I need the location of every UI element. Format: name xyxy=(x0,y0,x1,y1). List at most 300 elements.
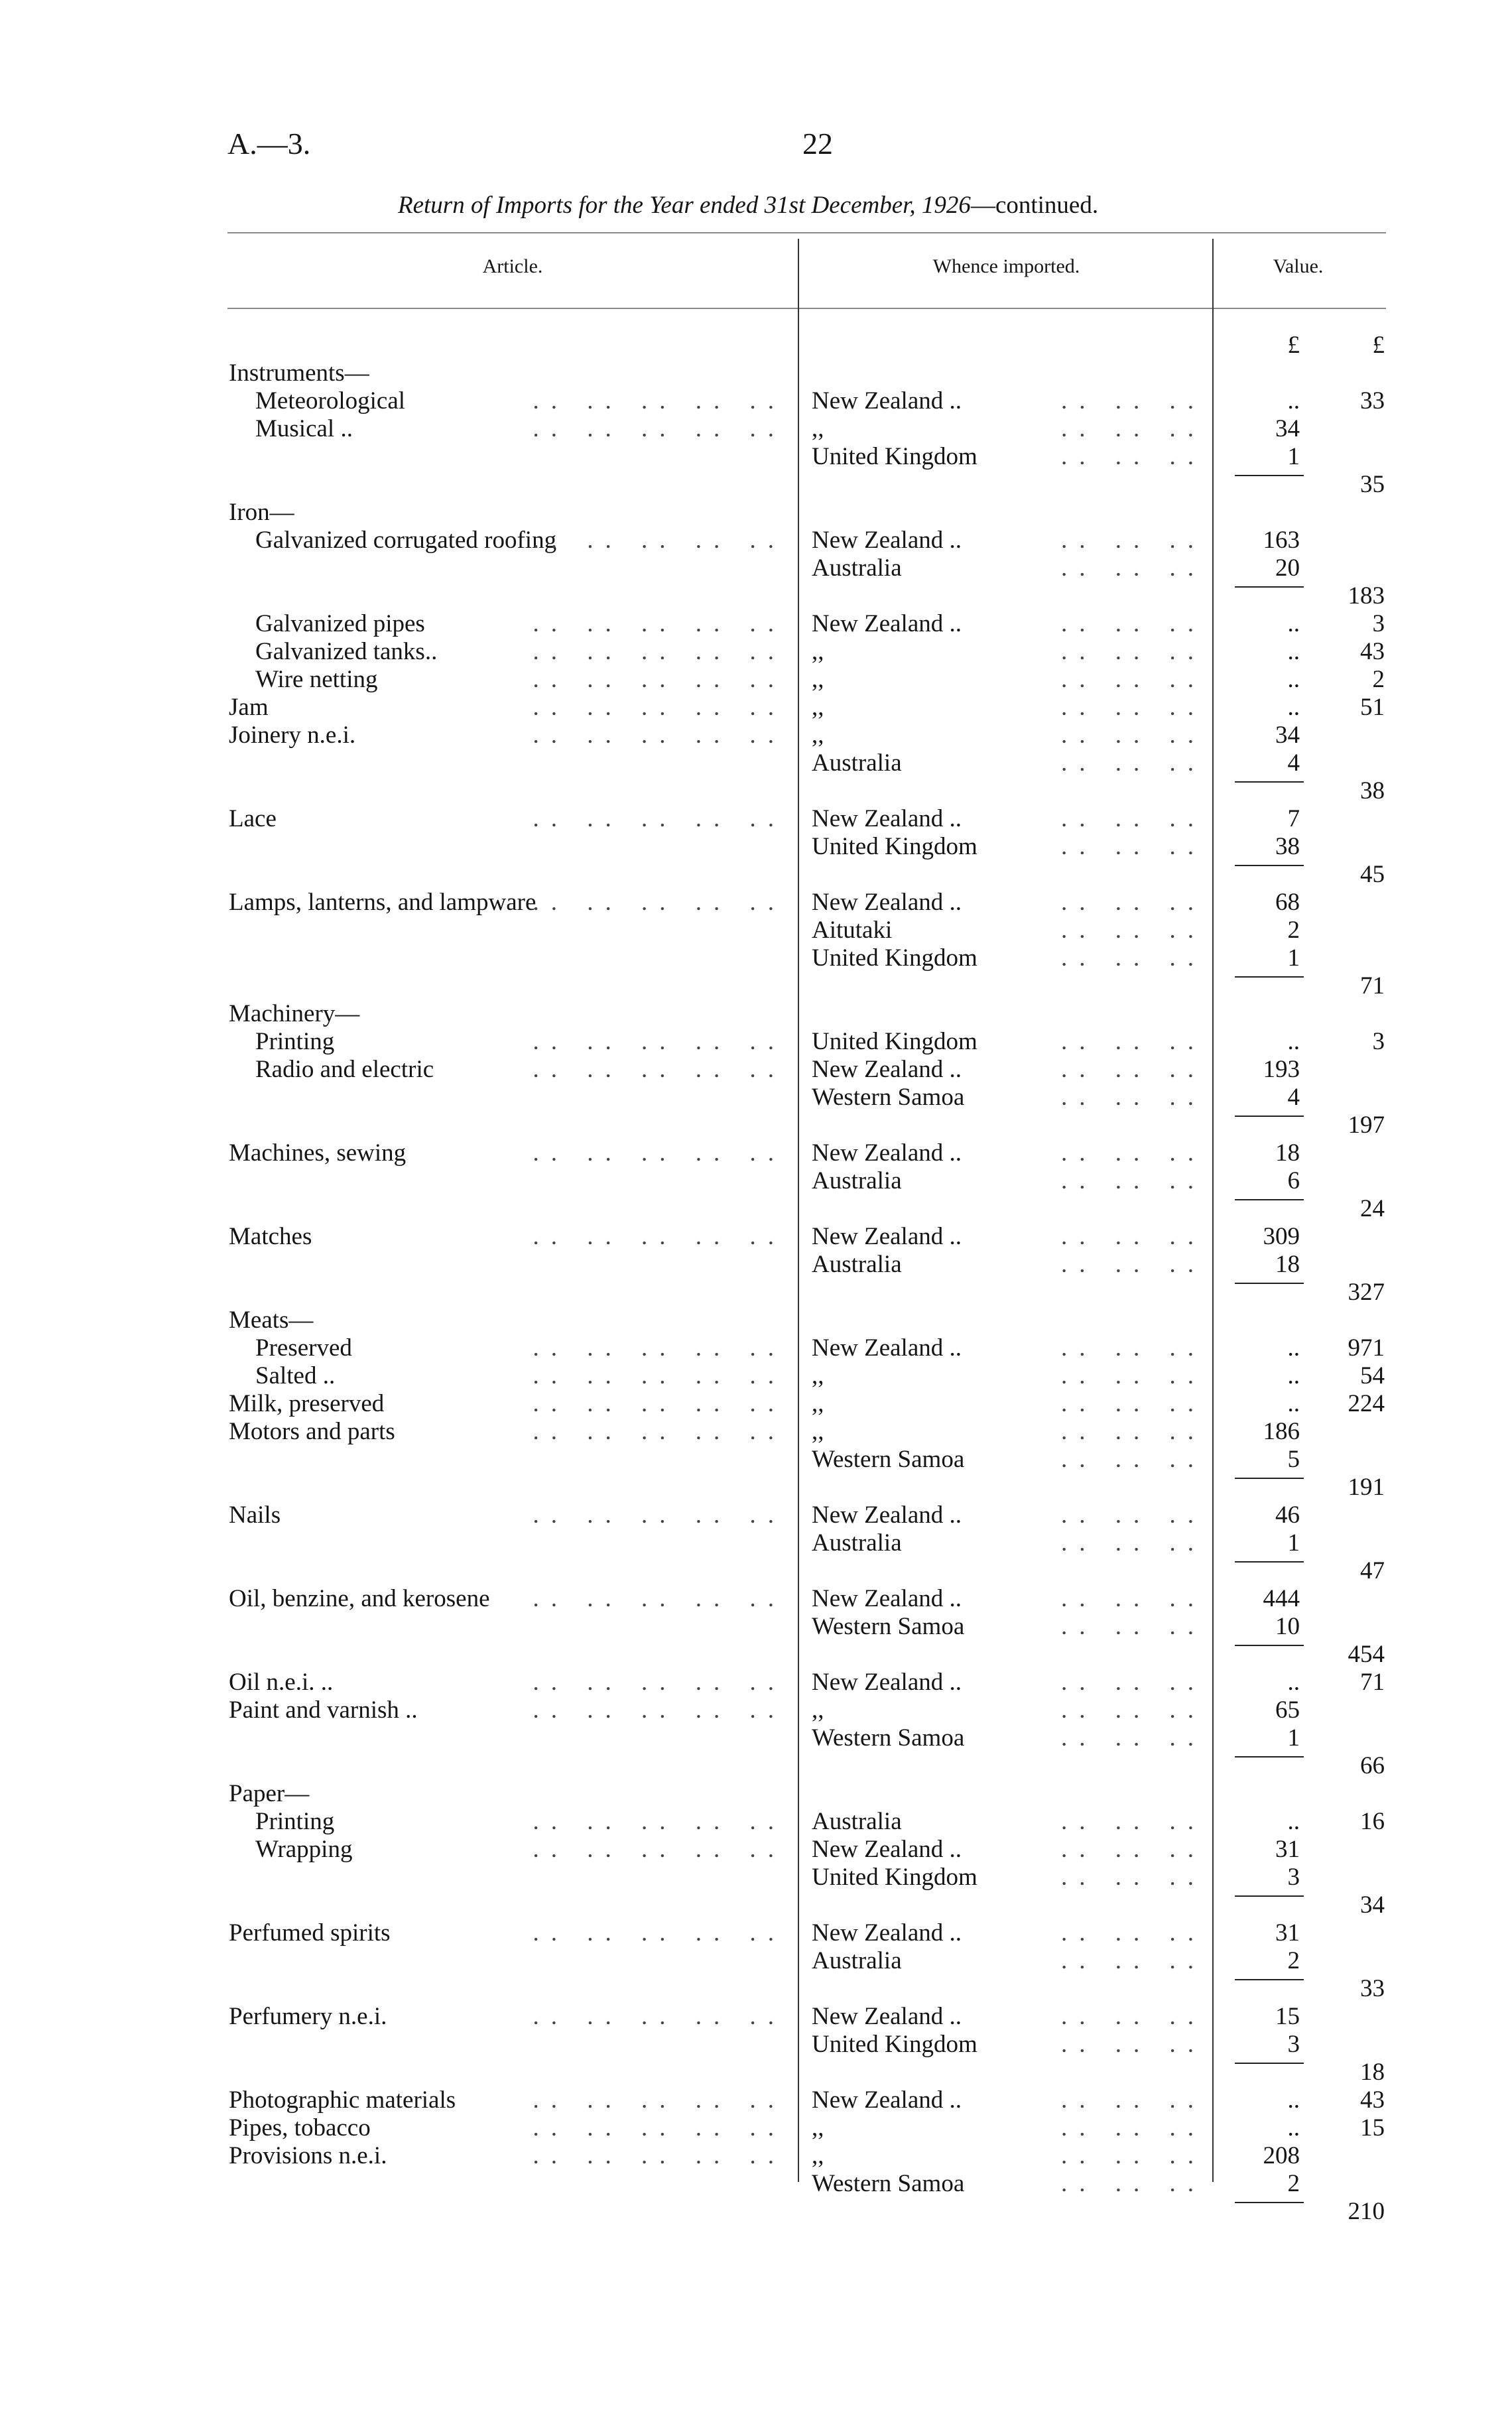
value-detail: 6 xyxy=(1287,1167,1300,1194)
column-header-value: Value. xyxy=(1273,255,1324,277)
whence-leader-dots: .. .. .. xyxy=(1061,1446,1206,1473)
table-row xyxy=(0,527,1512,554)
table-row xyxy=(0,1502,1512,1529)
article-leader-dots: .. .. .. .. .. xyxy=(533,610,786,637)
value-detail: 18 xyxy=(1275,1139,1300,1167)
whence-leader-dots: .. .. .. xyxy=(1061,722,1206,749)
article-leader-dots: .. .. .. .. .. xyxy=(533,694,786,721)
whence-country: ,, xyxy=(812,694,824,721)
value-total: 971 xyxy=(1348,1334,1385,1362)
whence-leader-dots: .. .. .. xyxy=(1061,1056,1206,1083)
table-row xyxy=(0,944,1512,972)
value-detail: 31 xyxy=(1275,1919,1300,1947)
whence-leader-dots: .. .. .. xyxy=(1061,415,1206,442)
value-total: 24 xyxy=(1360,1195,1385,1222)
value-detail: .. xyxy=(1287,1028,1300,1055)
whence-country: New Zealand .. xyxy=(812,1139,962,1167)
article-leader-dots: .. .. .. .. .. xyxy=(533,1919,786,1947)
value-total: 327 xyxy=(1348,1279,1385,1306)
value-detail: 34 xyxy=(1275,415,1300,442)
whence-country: ,, xyxy=(812,2142,824,2169)
article-leader-dots: .. .. .. .. .. xyxy=(533,2086,786,2114)
whence-leader-dots: .. .. .. xyxy=(1061,749,1206,777)
value-total: 197 xyxy=(1348,1112,1385,1139)
table-row xyxy=(0,2142,1512,2170)
whence-leader-dots: .. .. .. xyxy=(1061,1836,1206,1863)
article-name: Jam xyxy=(229,694,269,721)
value-detail: 65 xyxy=(1275,1696,1300,1724)
article-name: Motors and parts xyxy=(229,1418,395,1445)
article-leader-dots: .. .. .. .. .. xyxy=(533,805,786,832)
table-row xyxy=(0,666,1512,694)
article-name: Nails xyxy=(229,1502,281,1529)
article-leader-dots: .. .. .. .. .. xyxy=(533,722,786,749)
article-leader-dots: .. .. .. .. .. xyxy=(533,889,786,916)
article-name: Preserved xyxy=(255,1334,352,1362)
value-detail: 2 xyxy=(1287,1947,1300,1974)
value-total: 16 xyxy=(1360,1808,1385,1835)
subtotal-rule xyxy=(1235,1283,1304,1284)
whence-country: New Zealand .. xyxy=(812,1585,962,1612)
article-leader-dots: .. .. .. .. .. xyxy=(533,1502,786,1529)
value-detail: .. xyxy=(1287,694,1300,721)
whence-leader-dots: .. .. .. xyxy=(1061,1084,1206,1111)
value-total: 454 xyxy=(1348,1641,1385,1668)
whence-country: New Zealand .. xyxy=(812,805,962,832)
whence-country: Western Samoa xyxy=(812,1084,965,1111)
value-detail: 2 xyxy=(1287,917,1300,944)
column-header-article: Article. xyxy=(482,255,543,277)
whence-leader-dots: .. .. .. xyxy=(1061,2031,1206,2058)
article-leader-dots: .. .. .. .. .. xyxy=(533,1808,786,1835)
subtotal-rule xyxy=(1235,586,1304,588)
article-name: Meteorological xyxy=(255,387,406,415)
value-total: 191 xyxy=(1348,1474,1385,1501)
whence-leader-dots: .. .. .. xyxy=(1061,1669,1206,1696)
table-title xyxy=(398,191,1098,220)
table-row xyxy=(0,1836,1512,1864)
whence-country: United Kingdom xyxy=(812,1864,977,1891)
table-row xyxy=(0,805,1512,833)
whence-country: ,, xyxy=(812,1418,824,1445)
article-name: Lamps, lanterns, and lampware xyxy=(229,889,536,916)
whence-leader-dots: .. .. .. xyxy=(1061,1585,1206,1612)
table-row xyxy=(0,499,1512,527)
value-detail: 3 xyxy=(1287,1864,1300,1891)
table-row xyxy=(0,443,1512,471)
subtotal-rule xyxy=(1235,976,1304,978)
table-row xyxy=(0,833,1512,861)
value-detail: 4 xyxy=(1287,1084,1300,1111)
whence-leader-dots: .. .. .. xyxy=(1061,833,1206,860)
whence-leader-dots: .. .. .. xyxy=(1061,610,1206,637)
article-name: Paper— xyxy=(229,1780,310,1807)
article-name: Wrapping xyxy=(255,1836,353,1863)
table-row xyxy=(0,1724,1512,1752)
value-total: 71 xyxy=(1360,972,1385,999)
article-leader-dots: .. .. .. .. .. xyxy=(533,1696,786,1724)
value-detail: .. xyxy=(1287,1362,1300,1389)
value-detail: .. xyxy=(1287,1808,1300,1835)
value-total: 54 xyxy=(1360,1362,1385,1389)
article-leader-dots: .. .. .. .. .. xyxy=(533,2003,786,2030)
value-total: 45 xyxy=(1360,861,1385,888)
article-name: Printing xyxy=(255,1808,335,1835)
table-row xyxy=(0,1947,1512,1975)
article-leader-dots: .. .. .. .. .. xyxy=(533,1028,786,1055)
whence-leader-dots: .. .. .. xyxy=(1061,1613,1206,1640)
article-name: Oil, benzine, and kerosene xyxy=(229,1585,490,1612)
value-detail: 193 xyxy=(1263,1056,1300,1083)
whence-country: Western Samoa xyxy=(812,2170,965,2197)
article-leader-dots: .. .. .. .. .. xyxy=(533,2142,786,2169)
value-total: 18 xyxy=(1360,2059,1385,2086)
whence-leader-dots: .. .. .. xyxy=(1061,638,1206,665)
value-total: 35 xyxy=(1360,471,1385,498)
whence-country: United Kingdom xyxy=(812,1028,977,1055)
value-detail: 46 xyxy=(1275,1502,1300,1529)
table-row xyxy=(0,1808,1512,1836)
table-row xyxy=(0,889,1512,917)
document-reference: A.—3. xyxy=(227,127,311,160)
article-leader-dots: .. .. .. .. .. xyxy=(533,415,786,442)
value-total: 34 xyxy=(1360,1891,1385,1919)
whence-country: New Zealand .. xyxy=(812,1836,962,1863)
whence-country: United Kingdom xyxy=(812,443,977,470)
value-detail: 68 xyxy=(1275,889,1300,916)
value-detail: .. xyxy=(1287,1669,1300,1696)
table-row xyxy=(0,1056,1512,1084)
whence-country: Western Samoa xyxy=(812,1613,965,1640)
subtotal-rule xyxy=(1235,865,1304,866)
article-name: Joinery n.e.i. xyxy=(229,722,356,749)
article-leader-dots: .. .. .. .. .. xyxy=(533,387,786,415)
whence-leader-dots: .. .. .. xyxy=(1061,1139,1206,1167)
whence-leader-dots: .. .. .. xyxy=(1061,917,1206,944)
value-detail: .. xyxy=(1287,1390,1300,1417)
table-row xyxy=(0,2086,1512,2114)
value-detail: 5 xyxy=(1287,1446,1300,1473)
value-total: 224 xyxy=(1348,1390,1385,1417)
value-detail: 208 xyxy=(1263,2142,1300,2169)
value-detail: .. xyxy=(1287,1334,1300,1362)
whence-country: ,, xyxy=(812,666,824,693)
article-leader-dots: .. .. .. .. .. xyxy=(533,1056,786,1083)
article-name: Galvanized tanks.. xyxy=(255,638,438,665)
whence-country: Australia xyxy=(812,554,902,582)
value-detail: 34 xyxy=(1275,722,1300,749)
whence-country: Western Samoa xyxy=(812,1724,965,1752)
table-row xyxy=(0,387,1512,415)
whence-country: ,, xyxy=(812,1362,824,1389)
table-row xyxy=(0,2031,1512,2059)
value-detail: 20 xyxy=(1275,554,1300,582)
table-title-suffix: —continued. xyxy=(970,192,1099,219)
table-row xyxy=(0,1251,1512,1279)
value-total: 3 xyxy=(1372,610,1385,637)
currency-row xyxy=(0,332,1512,359)
article-name: Meats— xyxy=(229,1307,314,1334)
whence-leader-dots: .. .. .. xyxy=(1061,1223,1206,1250)
table-row xyxy=(0,2003,1512,2031)
article-name: Provisions n.e.i. xyxy=(229,2142,387,2169)
currency-unit-detail: £ xyxy=(1287,332,1300,359)
subtotal-rule xyxy=(1235,1645,1304,1646)
page-number: 22 xyxy=(802,127,833,160)
subtotal-rule xyxy=(1235,1979,1304,1980)
whence-leader-dots: .. .. .. xyxy=(1061,2114,1206,2141)
value-detail: .. xyxy=(1287,666,1300,693)
whence-country: ,, xyxy=(812,1696,824,1724)
article-name: Pipes, tobacco xyxy=(229,2114,371,2141)
whence-leader-dots: .. .. .. xyxy=(1061,527,1206,554)
whence-country: United Kingdom xyxy=(812,833,977,860)
value-detail: 31 xyxy=(1275,1836,1300,1863)
table-row xyxy=(0,722,1512,749)
value-detail: .. xyxy=(1287,610,1300,637)
whence-country: New Zealand .. xyxy=(812,2086,962,2114)
table-row xyxy=(0,554,1512,582)
value-detail: 1 xyxy=(1287,1724,1300,1752)
table-row xyxy=(0,415,1512,443)
value-detail: .. xyxy=(1287,387,1300,415)
whence-country: Western Samoa xyxy=(812,1446,965,1473)
table-row xyxy=(0,1362,1512,1390)
whence-leader-dots: .. .. .. xyxy=(1061,1529,1206,1557)
article-name: Oil n.e.i. .. xyxy=(229,1669,334,1696)
article-name: Salted .. xyxy=(255,1362,336,1389)
value-detail: .. xyxy=(1287,2114,1300,2141)
table-row xyxy=(0,1307,1512,1334)
whence-country: New Zealand .. xyxy=(812,1056,962,1083)
subtotal-rule xyxy=(1235,1756,1304,1757)
article-name: Perfumery n.e.i. xyxy=(229,2003,387,2030)
value-detail: 1 xyxy=(1287,944,1300,972)
whence-country: New Zealand .. xyxy=(812,1502,962,1529)
whence-country: United Kingdom xyxy=(812,2031,977,2058)
whence-country: New Zealand .. xyxy=(812,2003,962,2030)
value-detail: 163 xyxy=(1263,527,1300,554)
whence-leader-dots: .. .. .. xyxy=(1061,1362,1206,1389)
whence-country: Australia xyxy=(812,1808,902,1835)
value-total: 51 xyxy=(1360,694,1385,721)
value-total: 43 xyxy=(1360,2086,1385,2114)
table-row xyxy=(0,1334,1512,1362)
value-total: 38 xyxy=(1360,777,1385,804)
table-top-rule xyxy=(227,232,1386,233)
table-row xyxy=(0,1696,1512,1724)
table-row xyxy=(0,1084,1512,1112)
subtotal-rule xyxy=(1235,1199,1304,1200)
article-leader-dots: .. .. .. .. .. xyxy=(533,527,786,554)
table-row xyxy=(0,1529,1512,1557)
value-detail: 1 xyxy=(1287,1529,1300,1557)
value-total: 47 xyxy=(1360,1557,1385,1584)
whence-country: Aitutaki xyxy=(812,917,893,944)
table-row xyxy=(0,1780,1512,1808)
table-row xyxy=(0,917,1512,944)
whence-country: Australia xyxy=(812,749,902,777)
value-total: 33 xyxy=(1360,387,1385,415)
whence-leader-dots: .. .. .. xyxy=(1061,2142,1206,2169)
subtotal-rule xyxy=(1235,2063,1304,2064)
table-row xyxy=(0,2170,1512,2198)
whence-country: ,, xyxy=(812,415,824,442)
value-total: 43 xyxy=(1360,638,1385,665)
whence-country: New Zealand .. xyxy=(812,1669,962,1696)
whence-leader-dots: .. .. .. xyxy=(1061,1696,1206,1724)
article-leader-dots: .. .. .. .. .. xyxy=(533,1669,786,1696)
table-row xyxy=(0,1390,1512,1418)
subtotal-rule xyxy=(1235,1116,1304,1117)
whence-leader-dots: .. .. .. xyxy=(1061,694,1206,721)
article-name: Photographic materials xyxy=(229,2086,456,2114)
subtotal-rule xyxy=(1235,1478,1304,1479)
article-name: Perfumed spirits xyxy=(229,1919,391,1947)
article-leader-dots: .. .. .. .. .. xyxy=(533,1585,786,1612)
whence-leader-dots: .. .. .. xyxy=(1061,1028,1206,1055)
table-row xyxy=(0,610,1512,638)
value-detail: .. xyxy=(1287,638,1300,665)
value-total: 33 xyxy=(1360,1975,1385,2002)
subtotal-rule xyxy=(1235,1895,1304,1897)
whence-leader-dots: .. .. .. xyxy=(1061,1724,1206,1752)
whence-leader-dots: .. .. .. xyxy=(1061,1390,1206,1417)
value-total: 3 xyxy=(1372,1028,1385,1055)
table-row xyxy=(0,1613,1512,1641)
table-row xyxy=(0,1446,1512,1474)
whence-leader-dots: .. .. .. xyxy=(1061,1947,1206,1974)
value-detail: 4 xyxy=(1287,749,1300,777)
table-row xyxy=(0,749,1512,777)
article-leader-dots: .. .. .. .. .. xyxy=(533,1334,786,1362)
whence-country: Australia xyxy=(812,1167,902,1194)
article-name: Galvanized pipes xyxy=(255,610,425,637)
article-name: Matches xyxy=(229,1223,312,1250)
value-total: 183 xyxy=(1348,582,1385,609)
value-detail: 186 xyxy=(1263,1418,1300,1445)
whence-country: New Zealand .. xyxy=(812,1919,962,1947)
table-row xyxy=(0,1000,1512,1028)
value-detail: 18 xyxy=(1275,1251,1300,1278)
article-name: Musical .. xyxy=(255,415,353,442)
article-name: Lace xyxy=(229,805,277,832)
whence-leader-dots: .. .. .. xyxy=(1061,387,1206,415)
whence-country: United Kingdom xyxy=(812,944,977,972)
value-total: 71 xyxy=(1360,1669,1385,1696)
article-name: Instruments— xyxy=(229,359,369,387)
article-name: Milk, preserved xyxy=(229,1390,385,1417)
value-detail: 3 xyxy=(1287,2031,1300,2058)
whence-leader-dots: .. .. .. xyxy=(1061,1167,1206,1194)
article-name: Radio and electric xyxy=(255,1056,434,1083)
whence-leader-dots: .. .. .. xyxy=(1061,1808,1206,1835)
article-leader-dots: .. .. .. .. .. xyxy=(533,1139,786,1167)
article-leader-dots: .. .. .. .. .. xyxy=(533,1836,786,1863)
article-leader-dots: .. .. .. .. .. xyxy=(533,1362,786,1389)
article-name: Galvanized corrugated roofing xyxy=(255,527,557,554)
whence-country: ,, xyxy=(812,2114,824,2141)
whence-country: Australia xyxy=(812,1251,902,1278)
table-row xyxy=(0,1223,1512,1251)
article-leader-dots: .. .. .. .. .. xyxy=(533,1418,786,1445)
value-detail: 7 xyxy=(1287,805,1300,832)
whence-leader-dots: .. .. .. xyxy=(1061,1502,1206,1529)
whence-leader-dots: .. .. .. xyxy=(1061,1864,1206,1891)
table-row xyxy=(0,638,1512,666)
value-detail: 15 xyxy=(1275,2003,1300,2030)
subtotal-rule xyxy=(1235,781,1304,783)
whence-country: New Zealand .. xyxy=(812,387,962,415)
article-leader-dots: .. .. .. .. .. xyxy=(533,2114,786,2141)
article-name: Paint and varnish .. xyxy=(229,1696,418,1724)
whence-country: New Zealand .. xyxy=(812,1334,962,1362)
value-total: 210 xyxy=(1348,2198,1385,2225)
article-leader-dots: .. .. .. .. .. xyxy=(533,638,786,665)
whence-leader-dots: .. .. .. xyxy=(1061,666,1206,693)
whence-country: ,, xyxy=(812,1390,824,1417)
whence-country: Australia xyxy=(812,1947,902,1974)
whence-country: Australia xyxy=(812,1529,902,1557)
whence-leader-dots: .. .. .. xyxy=(1061,944,1206,972)
article-leader-dots: .. .. .. .. .. xyxy=(533,1390,786,1417)
value-detail: 444 xyxy=(1263,1585,1300,1612)
table-row xyxy=(0,1864,1512,1891)
column-header-whence: Whence imported. xyxy=(932,255,1080,277)
value-detail: 1 xyxy=(1287,443,1300,470)
table-row xyxy=(0,1585,1512,1613)
whence-leader-dots: .. .. .. xyxy=(1061,1251,1206,1278)
whence-country: New Zealand .. xyxy=(812,889,962,916)
subtotal-rule xyxy=(1235,2202,1304,2203)
subtotal-rule xyxy=(1235,1561,1304,1563)
whence-leader-dots: .. .. .. xyxy=(1061,1334,1206,1362)
table-title-text: Return of Imports for the Year ended 31st December, 1926 xyxy=(398,192,971,219)
article-name: Printing xyxy=(255,1028,335,1055)
whence-leader-dots: .. .. .. xyxy=(1061,2003,1206,2030)
article-name: Iron— xyxy=(229,499,294,526)
table-row xyxy=(0,694,1512,722)
whence-country: New Zealand .. xyxy=(812,610,962,637)
whence-leader-dots: .. .. .. xyxy=(1061,2170,1206,2197)
value-detail: .. xyxy=(1287,2086,1300,2114)
subtotal-rule xyxy=(1235,475,1304,476)
whence-leader-dots: .. .. .. xyxy=(1061,554,1206,582)
table-row xyxy=(0,359,1512,387)
value-total: 2 xyxy=(1372,666,1385,693)
value-total: 15 xyxy=(1360,2114,1385,2141)
article-leader-dots: .. .. .. .. .. xyxy=(533,1223,786,1250)
table-row xyxy=(0,1028,1512,1056)
article-name: Wire netting xyxy=(255,666,378,693)
article-name: Machines, sewing xyxy=(229,1139,407,1167)
currency-unit-total: £ xyxy=(1372,332,1385,359)
whence-leader-dots: .. .. .. xyxy=(1061,443,1206,470)
whence-country: New Zealand .. xyxy=(812,1223,962,1250)
article-name: Machinery— xyxy=(229,1000,360,1027)
table-row xyxy=(0,1418,1512,1446)
value-detail: 2 xyxy=(1287,2170,1300,2197)
value-total: 66 xyxy=(1360,1752,1385,1779)
value-detail: 38 xyxy=(1275,833,1300,860)
whence-country: ,, xyxy=(812,638,824,665)
whence-leader-dots: .. .. .. xyxy=(1061,889,1206,916)
whence-country: ,, xyxy=(812,722,824,749)
table-row xyxy=(0,2114,1512,2142)
whence-leader-dots: .. .. .. xyxy=(1061,2086,1206,2114)
table-row xyxy=(0,1669,1512,1696)
table-row xyxy=(0,1167,1512,1195)
